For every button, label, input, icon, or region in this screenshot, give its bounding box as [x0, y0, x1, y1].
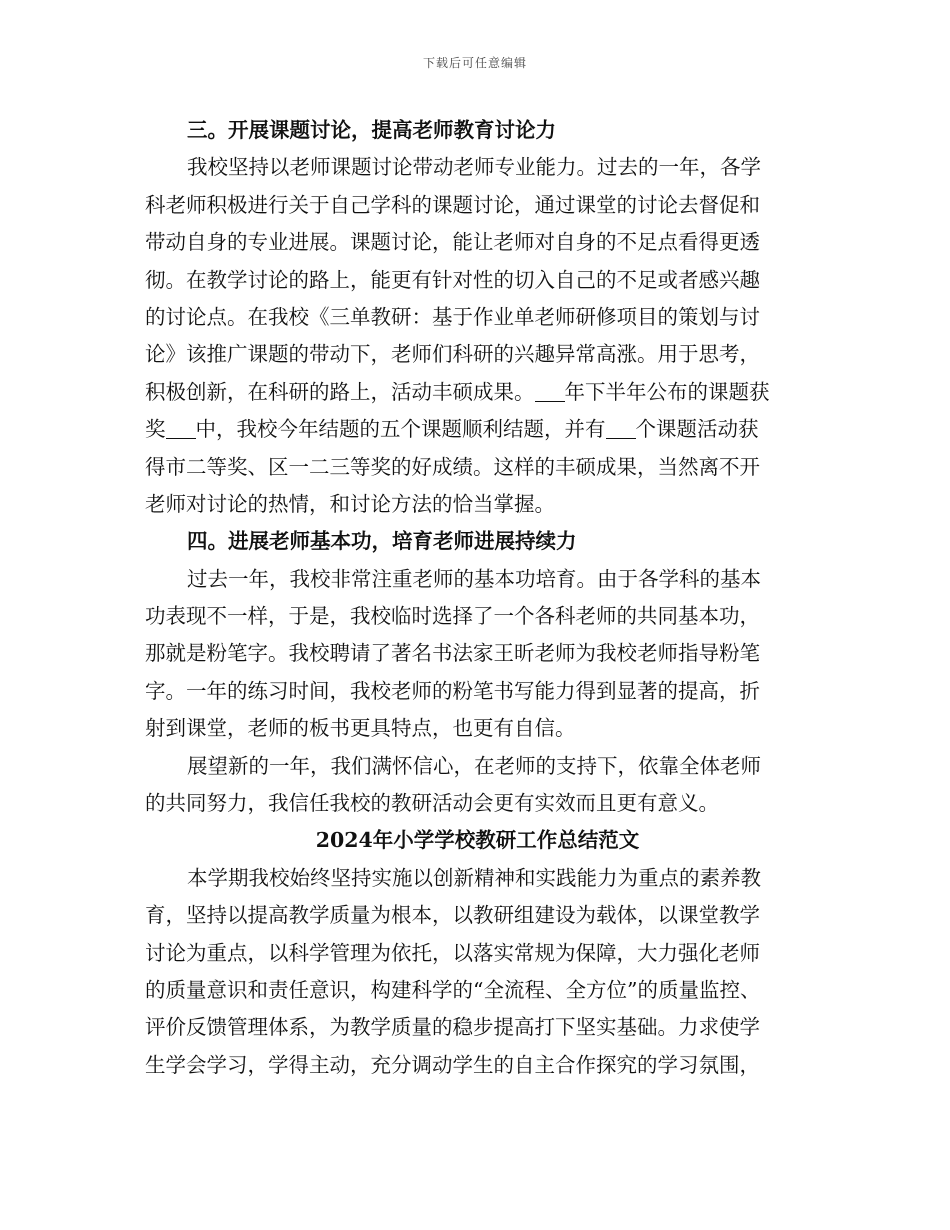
line-text: 的质量意识和责任意识，构建科学的“全流程、全方位”的质量监控、 [145, 977, 761, 1002]
line-text: 老师对讨论的热情，和讨论方法的恰当掌握。 [145, 491, 555, 516]
line-text: 字。一年的练习时间，我校老师的粉笔书写能力得到显著的提高，折 [145, 678, 760, 703]
section-heading [145, 112, 810, 149]
line-text: 彻。在教学讨论的路上，能更有针对性的切入自己的不足或者感兴趣 [145, 267, 760, 292]
line-text: 2024年小学学校教研工作总结范文 [315, 828, 640, 853]
document-body [145, 112, 810, 1084]
line-text: 的共同努力，我信任我校的教研活动会更有实效而且更有意义。 [145, 791, 719, 816]
line-text: 个课题活动获 [635, 417, 759, 442]
paragraph-line [145, 224, 810, 261]
line-text: 展望新的一年，我们满怀信心，在老师的支持下，依靠全体老师 [187, 753, 761, 778]
section-heading [145, 523, 810, 560]
paragraph-line [145, 748, 810, 785]
paragraph-line [145, 935, 810, 972]
paragraph-line [145, 635, 810, 672]
paragraph-line [145, 598, 810, 635]
paragraph-line [145, 486, 810, 523]
paragraph-line [145, 336, 810, 373]
line-text: 的讨论点。在我校《三单教研：基于作业单老师研修项目的策划与讨 [145, 304, 760, 329]
line-text: 三。开展课题讨论，提高老师教育讨论力 [187, 118, 556, 142]
paragraph-line [145, 149, 810, 186]
line-text: 科老师积极进行关于自己学科的课题讨论，通过课堂的讨论去督促和 [145, 192, 760, 217]
paragraph-line [145, 972, 810, 1009]
line-text: 讨论为重点，以科学管理为依托，以落实常规为保障，大力强化老师 [145, 940, 760, 965]
line-text: 带动自身的专业进展。课题讨论，能让老师对自身的不足点看得更透 [145, 230, 760, 255]
line-text: 本学期我校始终坚持实施以创新精神和实践能力为重点的素养教 [187, 865, 761, 890]
line-text: 论》该推广课题的带动下，老师们科研的兴趣异常高涨。用于思考， [145, 342, 760, 367]
paragraph-line [145, 673, 810, 710]
paragraph-line [145, 411, 810, 448]
line-text: 过去一年，我校非常注重老师的基本功培育。由于各学科的基本 [187, 566, 761, 591]
line-text: 射到课堂，老师的板书更具特点，也更有自信。 [145, 716, 576, 741]
blank-underline [166, 416, 196, 439]
paragraph-line [145, 860, 810, 897]
blank-underline [535, 379, 565, 402]
paragraph-line [145, 1047, 810, 1084]
line-text: 生学会学习，学得主动，充分调动学生的自主合作探究的学习氛围， [145, 1052, 760, 1077]
line-text: 四。进展老师基本功，培育老师进展持续力 [187, 529, 577, 554]
paragraph-line [145, 374, 810, 411]
line-text: 中，我校今年结题的五个课题顺利结题，并有 [195, 417, 606, 442]
paragraph-line [145, 897, 810, 934]
paragraph-line [145, 299, 810, 336]
section-heading [145, 822, 810, 859]
header-note: 下载后可任意编辑 [422, 56, 527, 70]
line-text: 那就是粉笔字。我校聘请了著名书法家王昕老师为我校老师指导粉笔 [145, 641, 760, 666]
line-text: 我校坚持以老师课题讨论带动老师专业能力。过去的一年，各学 [187, 155, 761, 180]
paragraph-line [145, 449, 810, 486]
line-text: 得市二等奖、区一二三等奖的好成绩。这样的丰硕成果，当然离不开 [145, 454, 760, 479]
blank-underline [606, 416, 636, 439]
line-text: 育，坚持以提高教学质量为根本，以教研组建设为载体，以课堂教学 [145, 903, 760, 928]
line-text: 积极创新，在科研的路上，活动丰硕成果。 [145, 379, 535, 404]
paragraph-line [145, 785, 810, 822]
paragraph-line [145, 187, 810, 224]
line-text: 功表现不一样，于是，我校临时选择了一个各科老师的共同基本功， [145, 604, 760, 629]
paragraph-line [145, 1009, 810, 1046]
line-text: 奖 [145, 417, 166, 442]
line-text: 年下半年公布的课题获 [564, 379, 770, 404]
paragraph-line [145, 710, 810, 747]
paragraph-line [145, 561, 810, 598]
line-text: 评价反馈管理体系，为教学质量的稳步提高打下坚实基础。力求使学 [145, 1015, 760, 1040]
paragraph-line [145, 262, 810, 299]
